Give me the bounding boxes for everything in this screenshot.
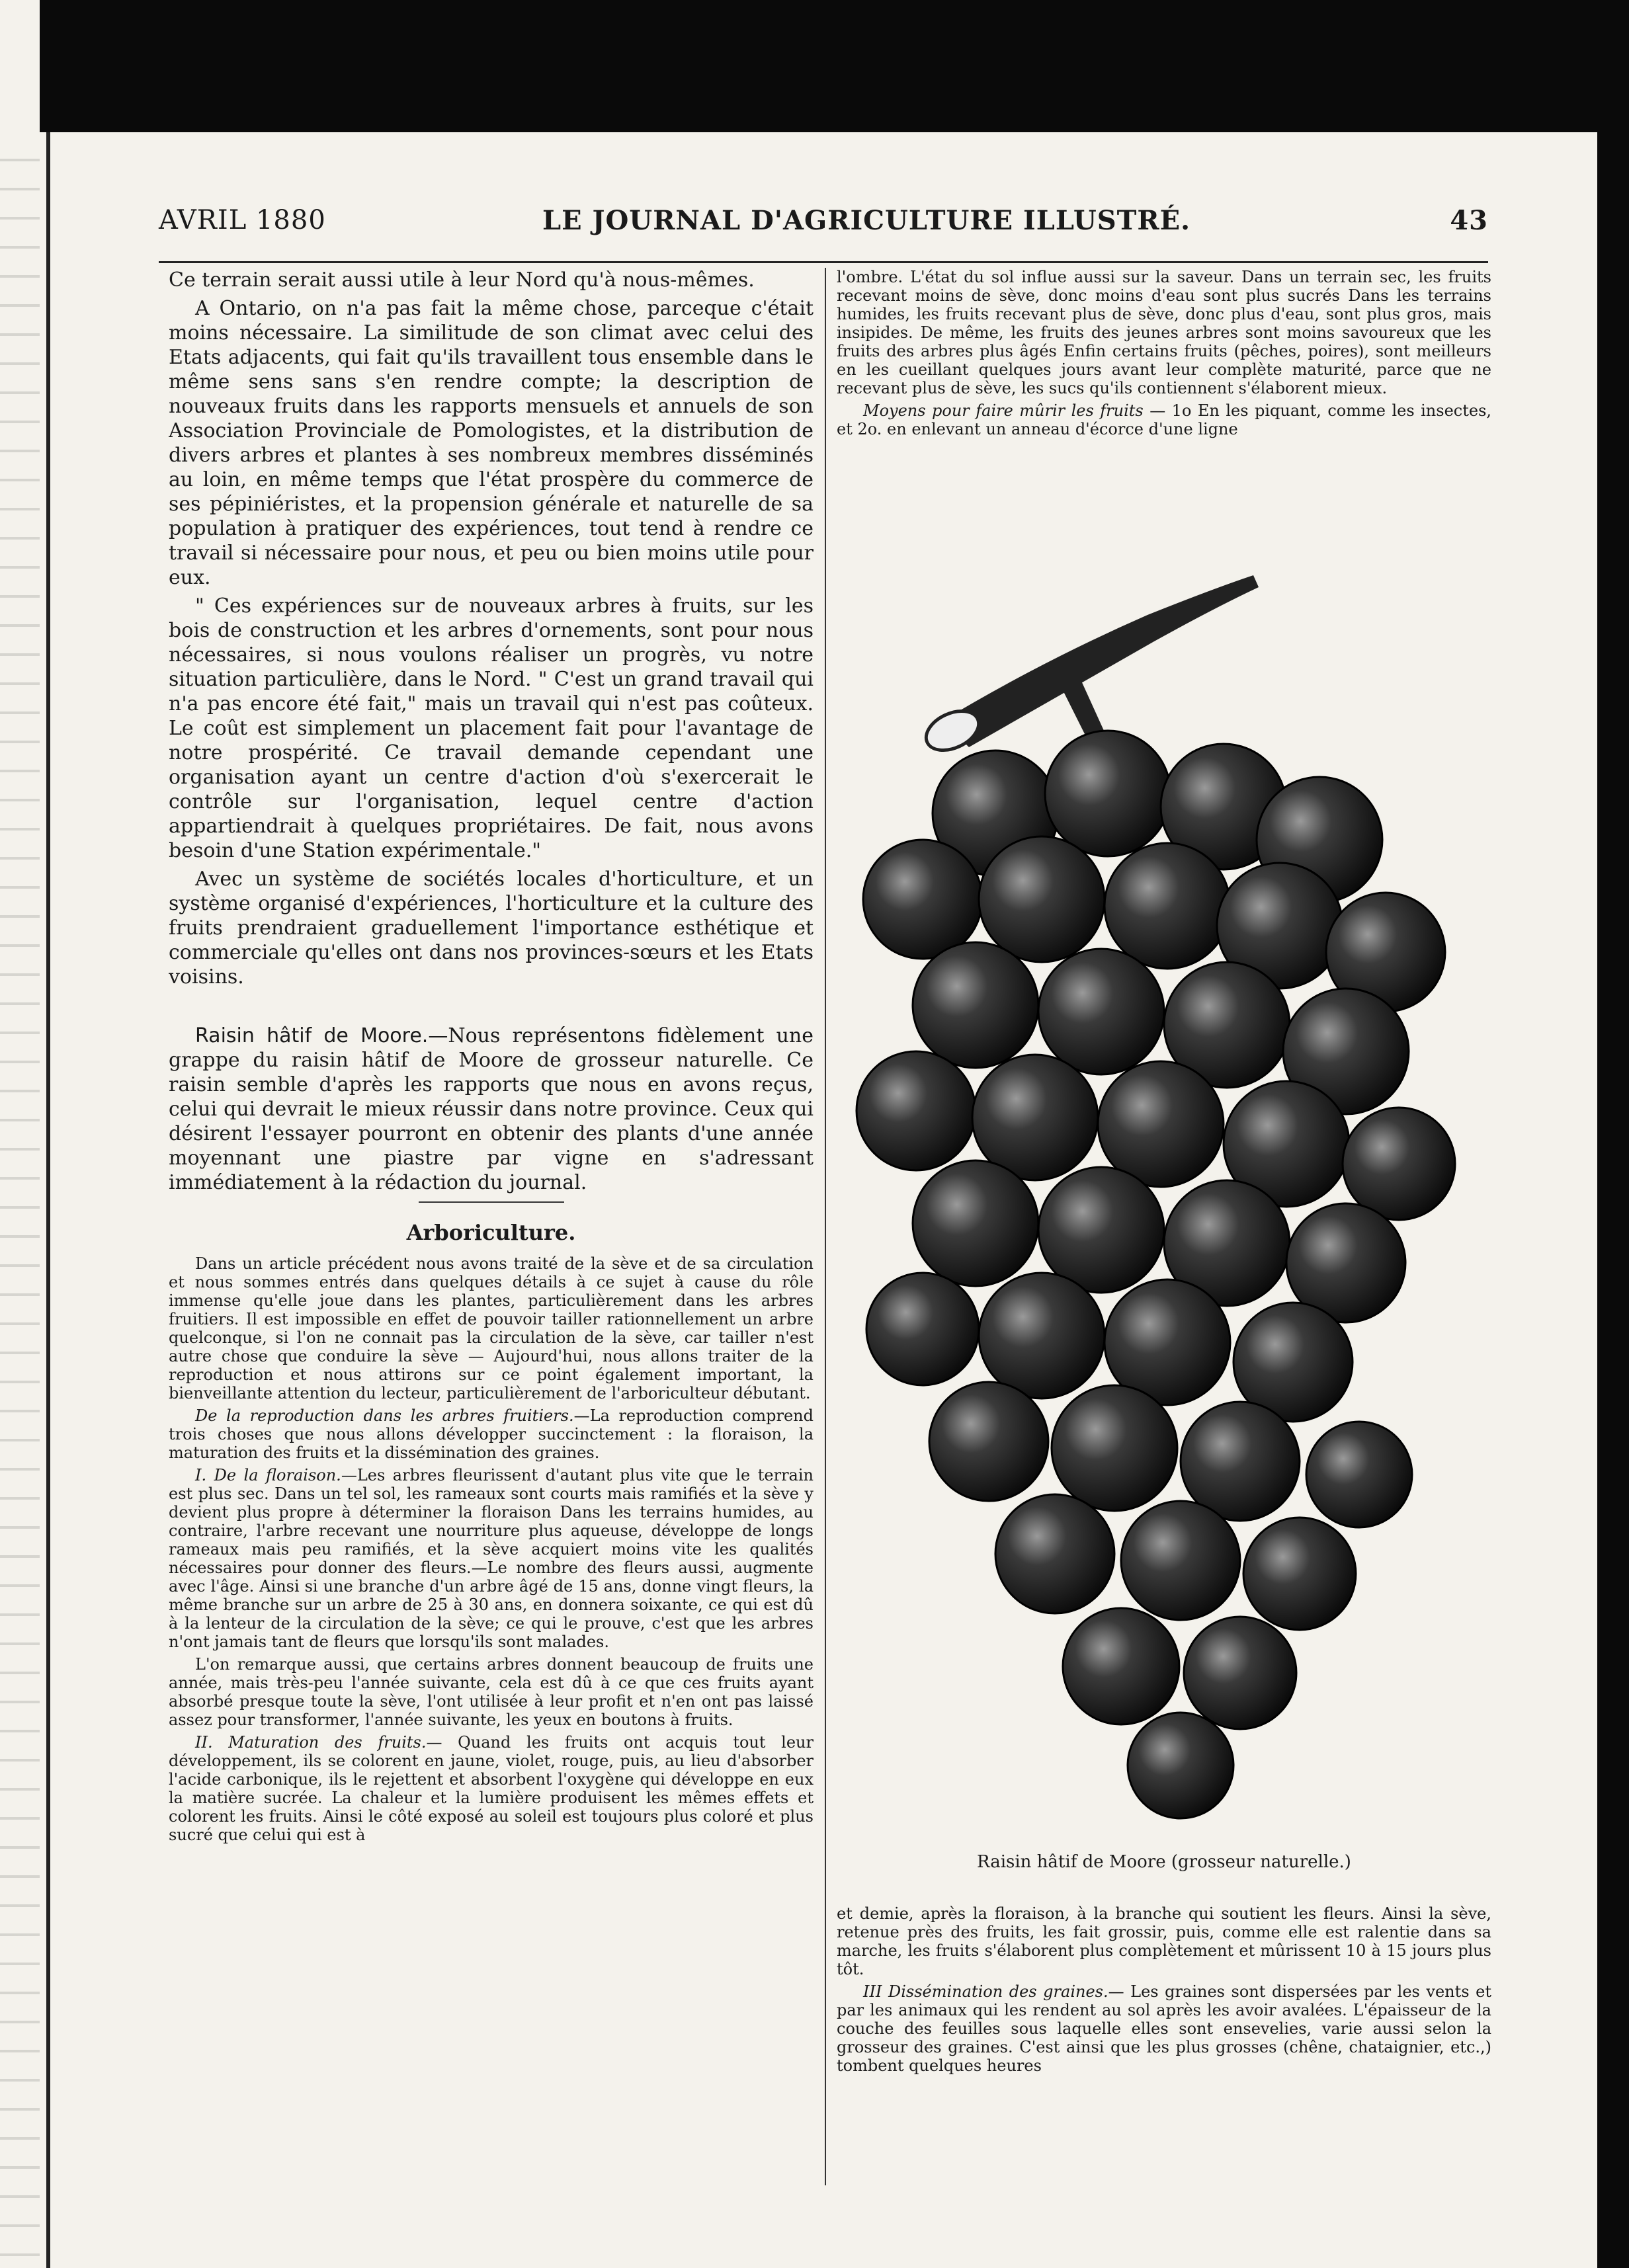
paragraph: I. De la floraison.—Les arbres fleurissent d'autant plus vite que le terrain est plus sec. Dans un tel sol, les rameaux sont courts mais ramifiés et la sève y devient plus propre à déterminer la floraison Dans les terrains humides, au contraire, l'arbre recevant une nourriture plus aqueuse, développe de longs rameaux mais peu ramifiés, et la sève acquiert moins vite les qualités nécessaires pour donner des fleurs.—Le nombre des fleurs aussi, augmente avec l'âge. Ainsi si une branche d'un arbre âgé de 15 ans, donne vingt fleurs, la même branche sur un arbre de 25 à 30 ans, en donnera soixante, ce qui est dû à la lenteur de la circulation de la sève; ce qui le prouve, c'est que les arbres n'ont jamais tant de fleurs que lorsqu'ils sont malades. [169,1466,814,1651]
right-column-top [837,268,1491,532]
paragraph: " Ces expériences sur de nouveaux arbres à fruits, sur les bois de construction et les arbres d'ornements, sont pour nous nécessaires, si nous voulons réaliser un progrès, vu notre situation particulière, dans le Nord. " C'est un grand travail qui n'a pas encore été fait," mais un travail qui n'est pas coûteux. Le coût est simplement un placement fait pour l'avantage de notre prospérité. Ce travail demande cependant une organisation ayant un centre d'action d'où s'exercerait le contrôle sur l'organisation, lequel centre d'action appartiendrait à quelques propriétaires. De fait, nous avons besoin d'une Station expérimentale." [169,594,814,862]
subheading: II. Maturation des fruits. [195,1733,427,1752]
header-rule [159,261,1488,263]
page-header [159,205,1488,245]
right-black-edge [1597,132,1629,2268]
paragraph: et demie, après la floraison, à la branche qui soutient les fleurs. Ainsi la sève, retenue près des fruits, les fait grossir, puis, comme elle est ralentie dans sa marche, les fruits s'élaborent plus complètement et mûrissent 10 à 15 jours plus tôt. [837,1904,1491,1978]
arboriculture-text [169,1254,814,1844]
raisin-lead: Raisin hâtif de Moore. [195,1024,429,1047]
left-border-line [46,132,50,2268]
left-margin-edge [0,132,40,2268]
paragraph: Dans un article précédent nous avons traité de la sève et de sa circulation et nous sommes entrés dans quelques détails à ce sujet à cause du rôle immense qu'elle joue dans les plantes, particulièrement dans les arbres fruitiers. Il est impossible en effet de pouvoir tailler rationnellement un arbre quelconque, si l'on ne connait pas la circulation de la sève, car tailler n'est autre chose que conduire la sève — Aujourd'hui, nous allons traiter de la reproduction et nous attirons sur ce point également important, la bienveillante attention du lecteur, particulièrement de l'arboriculteur débutant. [169,1254,814,1402]
grape-cluster-illustration [843,529,1491,1845]
page-number: 43 [1450,205,1488,236]
figure-caption: Raisin hâtif de Moore (grosseur naturelle.) [977,1852,1351,1872]
paragraph: l'ombre. L'état du sol influe aussi sur la saveur. Dans un terrain sec, les fruits recevant moins de sève, donc moins d'eau sont plus sucrés Dans les terrains humides, les fruits recevant plus de sève, donc plus d'eau, sont plus gros, mais insipides. De même, les fruits des jeunes arbres sont moins savoureux que les fruits des arbres plus âgés Enfin certains fruits (pêches, poires), sont meilleurs en les cueillant quelques jours avant leur complète maturité, parce que ne recevant plus de sève, les sucs qu'ils contiennent s'élaborent mieux. [837,268,1491,397]
paragraph: II. Maturation des fruits.— Quand les fruits ont acquis tout leur développement, ils se colorent en jaune, violet, rouge, puis, au lieu d'absorber l'acide carbonique, ils le rejettent et absorbent l'oxygène qui développe en eux la matière sucrée. La chaleur et la lumière produisent les mêmes effets et colorent les fruits. Ainsi le côté exposé au soleil est toujours plus coloré et plus sucré que celui qui est à [169,1733,814,1844]
section-divider [419,1201,564,1203]
grape-cluster-engraving [843,529,1491,1845]
top-black-band [40,0,1629,132]
journal-title: LE JOURNAL D'AGRICULTURE ILLUSTRÉ. [542,205,1191,236]
paragraph: A Ontario, on n'a pas fait la même chose, parceque c'était moins nécessaire. La similitude de son climat avec celui des Etats adjacents, qui fait qu'ils travaillent tous ensemble dans le même sens sans s'en rendre compte; la description de nouveaux fruits dans les rapports mensuels et annuels de son Association Provinciale de Pomologistes, et la distribution de divers arbres et plantes à ses nombreux membres disséminés au loin, en même temps que l'état prospère du commerce de ses pépiniéristes, et la propension générale et naturelle de sa population à pratiquer des expériences, tout tend à rendre ce travail si nécessaire pour nous, et peu ou bien moins utile pour eux. [169,297,814,589]
subheading: I. De la floraison. [195,1466,341,1484]
horticulture-text [169,268,814,1203]
paragraph: III Dissémination des graines.— Les graines sont dispersées par les vents et par les animaux qui les rendent au sol après les avoir avalées. L'épaisseur de la couche des feuilles sous laquelle elles sont ensevelies, varie aussi selon la grosseur des graines. C'est ainsi que les plus grosses (chêne, chataignier, etc.,) tombent quelques heures [837,1982,1491,2075]
header-date: AVRIL 1880 [159,205,326,235]
paragraph: L'on remarque aussi, que certains arbres donnent beaucoup de fruits une année, mais très-peu l'année suivante, cela est dû à ce que ces fruits ayant absorbé presque toute la sève, l'ont utilisée à leur profit et n'en ont pas laissé assez pour transformer, l'année suivante, les yeux en boutons à fruits. [169,1655,814,1729]
paragraph: Ce terrain serait aussi utile à leur Nord qu'à nous-mêmes. [169,268,755,292]
grape-berries [856,731,1455,1818]
left-column [169,268,814,2199]
section-title: Arboriculture. [406,1220,576,1245]
subheading: Moyens pour faire mûrir les fruits [863,401,1144,420]
raisin-paragraph [169,1024,814,1195]
paragraph: Avec un système de sociétés locales d'horticulture, et un système organisé d'expériences, l'horticulture et la culture des fruits prendraient graduellement l'importance esthétique et commerciale qu'elles ont dans nos provinces-sœurs et les Etats voisins. [169,868,814,989]
paragraph: Moyens pour faire mûrir les fruits — 1o En les piquant, comme les insectes, et 2o. en enlevant un anneau d'écorce d'une ligne [837,401,1491,438]
vine-branch [942,575,1259,747]
raisin-text: —Nous représentons fidèlement une grappe du raisin hâtif de Moore de grosseur naturelle. Ce raisin semble d'après les rapports que nous en avons reçus, celui qui devrait le mieux réussir dans notre province. Ceux qui désirent l'essayer pourront en obtenir des plants d'une année moyennant une piastre par vigne en s'adressant immédiatement à la rédaction du journal. [169,1024,814,1194]
column-divider [825,268,826,2185]
right-column-bottom [837,1904,1491,2202]
subheading: De la reproduction dans les arbres fruitiers. [195,1406,574,1425]
subheading: III Dissémination des graines. [863,1982,1108,2001]
paragraph: De la reproduction dans les arbres fruitiers.—La reproduction comprend trois choses que nous allons développer succinctement : la floraison, la maturation des fruits et la dissémination des graines. [169,1406,814,1462]
